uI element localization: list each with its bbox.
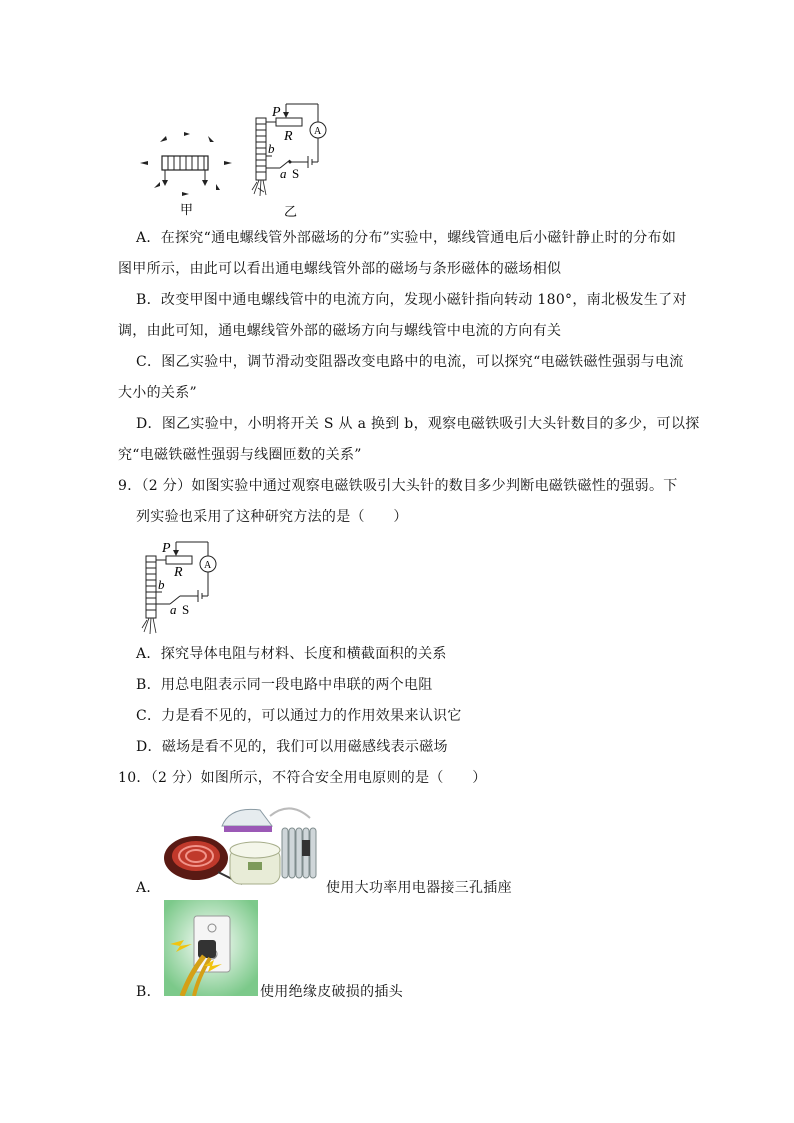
label-s: S: [292, 166, 300, 181]
q10-option-b-broken-plug-image: [164, 900, 258, 996]
q8-option-b-line1: B．改变甲图中通电螺线管中的电流方向，发现小磁针指向转动 180°，南北极发生了对: [136, 292, 687, 308]
q9-option-d: D．磁场是看不见的，我们可以用磁感线表示磁场: [136, 739, 448, 755]
figure-yi-circuit: [244, 96, 338, 220]
q8-option-d-line2: 究“电磁铁磁性强弱与线圈匝数的关系”: [118, 447, 362, 463]
q8-option-c-line2: 大小的关系”: [118, 385, 197, 401]
q8-option-c-line1: C．图乙实验中，调节滑动变阻器改变电路中的电流，可以探究“电磁铁磁性强弱与电流: [136, 354, 684, 370]
q9-label-b: b: [158, 577, 165, 592]
figure-jia-solenoid: [132, 128, 242, 218]
q10-option-a-letter: A．: [136, 880, 161, 896]
q9-option-b: B．用总电阻表示同一段电路中串联的两个电阻: [136, 677, 433, 693]
q10-option-a-caption: 使用大功率用电器接三孔插座: [326, 880, 512, 896]
ammeter-label: A: [314, 126, 322, 137]
label-p: P: [272, 105, 281, 120]
label-jia: 甲: [180, 202, 194, 217]
q9-figure-circuit: [134, 534, 228, 636]
q9-option-a: A．探究导体电阻与材料、长度和横截面积的关系: [136, 646, 447, 662]
q10-option-b-letter: B．: [136, 984, 161, 1000]
q9-label-s: S: [182, 602, 190, 617]
q8-option-b-line2: 调，由此可知，通电螺线管外部的磁场方向与螺线管中电流的方向有关: [118, 323, 562, 339]
q9-stem-line1: 9．（2 分）如图实验中通过观察电磁铁吸引大头针的数目多少判断电磁铁磁性的强弱。下: [118, 478, 678, 494]
label-a: a: [280, 166, 287, 181]
q10-stem: 10．（2 分）如图所示，不符合安全用电原则的是（ ）: [118, 770, 487, 786]
q9-stem-line2: 列实验也采用了这种研究方法的是（ ）: [136, 509, 408, 525]
q9-label-a: a: [170, 602, 177, 617]
q8-option-a-line1: A．在探究“通电螺线管外部磁场的分布”实验中，螺线管通电后小磁针静止时的分布如: [136, 230, 677, 246]
q8-option-d-line1: D．图乙实验中，小明将开关 S 从 a 换到 b，观察电磁铁吸引大头针数目的多少，可以探: [136, 416, 700, 432]
q10-option-b-caption: 使用绝缘皮破损的插头: [260, 984, 403, 1000]
label-r: R: [284, 129, 293, 144]
q10-option-a-appliances-image: [160, 796, 324, 892]
q9-option-c: C．力是看不见的，可以通过力的作用效果来认识它: [136, 708, 462, 724]
q8-option-a-line2: 图甲所示，由此可以看出通电螺线管外部的磁场与条形磁体的磁场相似: [118, 261, 562, 277]
q9-ammeter-label: A: [204, 560, 212, 571]
label-yi: 乙: [284, 204, 298, 219]
q9-label-r: R: [174, 565, 183, 580]
q9-label-p: P: [162, 541, 171, 556]
label-b: b: [268, 141, 275, 156]
